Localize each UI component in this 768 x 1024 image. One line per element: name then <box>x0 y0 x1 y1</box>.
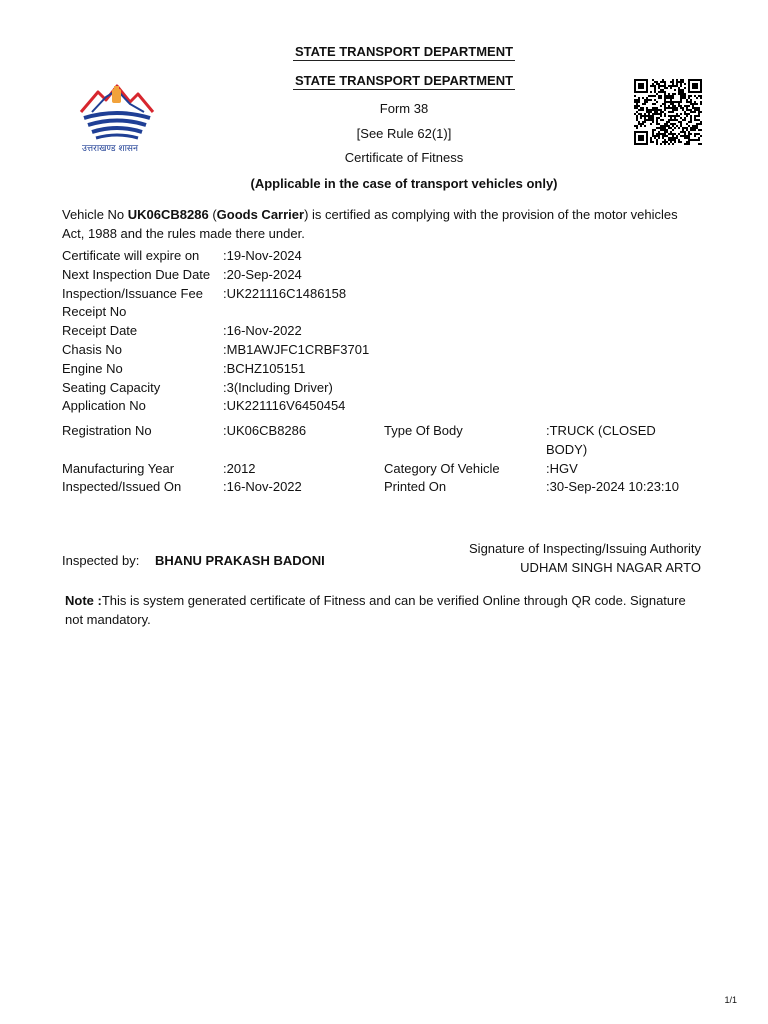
printed-on-label: Printed On <box>384 479 447 494</box>
vehicle-number: UK06CB8286 <box>127 207 209 222</box>
signature-authority: Signature of Inspecting/Issuing Authority <box>469 541 701 556</box>
detail-row <box>62 265 462 284</box>
page-number: 1/1 <box>724 995 737 1005</box>
vehicle-class: Goods Carrier <box>216 207 305 222</box>
grid-row <box>62 459 722 478</box>
detail-label: Chasis No <box>62 342 122 357</box>
detail-value: :BCHZ105151 <box>223 360 306 376</box>
header-dept-2 <box>200 73 608 90</box>
detail-label: Engine No <box>62 360 123 376</box>
detail-value: :UK221116C1486158 <box>223 285 347 301</box>
qr-code-icon <box>634 79 702 145</box>
applicability-note: (Applicable in the case of transport vehicles only) <box>250 176 558 191</box>
inspector-name: BHANU PRAKASH BADONI <box>155 553 325 568</box>
header-dept-1 <box>200 44 608 61</box>
detail-row <box>62 359 462 378</box>
department-title: STATE TRANSPORT DEPARTMENT <box>294 44 514 59</box>
registration-label: Registration No <box>62 423 152 438</box>
issued-on-value: :16-Nov-2022 <box>223 479 302 494</box>
inspected-by-label: Inspected by: <box>62 553 140 568</box>
vehicle-category-label: Category Of Vehicle <box>384 461 500 476</box>
verification-note <box>65 591 705 629</box>
qr-code <box>634 79 702 145</box>
intro-suffix: ) is certified as complying with the provision of the motor vehicles Act, 1988 and the rules made there under. <box>62 207 678 241</box>
detail-label: Receipt No <box>62 304 127 320</box>
detail-value: :3(Including Driver) <box>223 379 333 395</box>
detail-label: Certificate will expire on <box>62 248 200 263</box>
certification-statement <box>62 205 702 243</box>
detail-row <box>62 340 462 359</box>
registration-value: :UK06CB8286 <box>223 423 307 438</box>
signature-office: UDHAM SINGH NAGAR ARTO <box>520 560 701 575</box>
body-type-label: Type Of Body <box>384 423 463 438</box>
detail-value: :20-Sep-2024 <box>223 266 302 282</box>
grid-row <box>62 421 722 459</box>
detail-value: :16-Nov-2022 <box>223 323 302 339</box>
grid-row <box>62 477 722 496</box>
detail-label: Receipt Date <box>62 323 138 339</box>
detail-label: Next Inspection Due Date <box>62 266 211 282</box>
logo-caption: उत्तराखण्ड शासन <box>81 144 138 154</box>
manufacturing-year-label: Manufacturing Year <box>62 461 175 476</box>
detail-row <box>62 246 462 265</box>
vehicle-category-value: :HGV <box>546 461 578 476</box>
detail-label: Seating Capacity <box>62 379 161 395</box>
department-title-repeat: STATE TRANSPORT DEPARTMENT <box>294 73 514 88</box>
note-text: This is system generated certificate of Fitness and can be verified Online through QR code. Signature not mandatory. <box>65 593 686 627</box>
detail-value: :MB1AWJFC1CRBF3701 <box>223 342 370 357</box>
detail-label: Inspection/Issuance Fee <box>62 285 203 301</box>
intro-paren: ( <box>208 207 217 222</box>
form-number: Form 38 <box>379 101 429 116</box>
printed-on-value: :30-Sep-2024 10:23:10 <box>546 479 679 494</box>
issued-on-label: Inspected/Issued On <box>62 479 182 494</box>
detail-value: :19-Nov-2024 <box>223 248 302 263</box>
manufacturing-year-value: :2012 <box>223 461 256 476</box>
detail-row <box>62 302 462 321</box>
note-label: Note : <box>65 593 102 608</box>
detail-row <box>62 284 462 303</box>
detail-row <box>62 396 462 415</box>
body-type-value-cont: BODY) <box>546 442 588 457</box>
detail-label: Application No <box>62 398 146 414</box>
intro-prefix: Vehicle No <box>62 207 128 222</box>
detail-row <box>62 321 462 340</box>
certificate-title: Certificate of Fitness <box>344 150 464 165</box>
detail-row <box>62 378 462 397</box>
rule-reference: [See Rule 62(1)] <box>356 126 452 141</box>
detail-value: :UK221116V6450454 <box>223 398 346 414</box>
body-type-value: :TRUCK (CLOSED <box>546 423 656 438</box>
